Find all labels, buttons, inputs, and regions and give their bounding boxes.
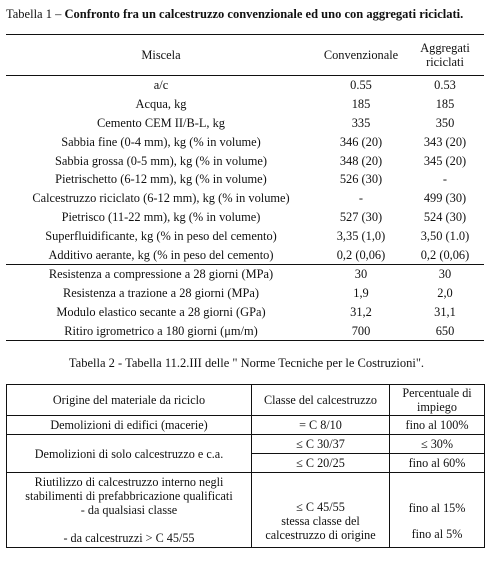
miscela-cell: Resistenza a trazione a 28 giorni (MPa)	[62, 286, 260, 301]
miscela-cell: Cemento CEM II/B-L, kg	[96, 115, 226, 130]
table-row	[6, 284, 484, 303]
origine-line: - da qualsiasi classe	[80, 503, 178, 517]
miscela-cell: Modulo elastico secante a 28 giorni (GPa)	[56, 304, 266, 319]
table-row	[6, 95, 484, 114]
table-row	[6, 170, 484, 189]
convenzionale-cell: 526 (30)	[339, 172, 383, 187]
table-row	[6, 76, 484, 95]
convenzionale-cell: 335	[351, 115, 371, 130]
convenzionale-cell: 348 (20)	[339, 153, 383, 168]
convenzionale-cell: 30	[316, 264, 406, 283]
table1	[6, 34, 484, 341]
miscela-cell: Resistenza a compressione a 28 giorni (MPa)	[6, 264, 316, 283]
header-origine: Origine del materiale da riciclo	[7, 385, 252, 416]
aggregati-cell: 185	[435, 97, 455, 112]
table-row	[7, 435, 485, 454]
table-row	[6, 189, 484, 208]
aggregati-cell: 30	[406, 264, 484, 283]
table2	[6, 384, 485, 548]
miscela-cell: Sabbia fine (0-4 mm), kg (% in volume)	[61, 134, 261, 149]
table1-title	[6, 7, 463, 22]
origine-cell: Demolizioni di solo calcestruzzo e c.a.	[7, 435, 252, 473]
miscela-cell: Calcestruzzo riciclato (6-12 mm), kg (% in volume)	[32, 191, 290, 206]
classe-line: ≤ C 45/55	[296, 500, 345, 514]
classe-cell: ≤ C 20/25	[252, 454, 390, 473]
convenzionale-cell: 346 (20)	[339, 134, 383, 149]
convenzionale-cell: 185	[351, 97, 371, 112]
table-row	[7, 473, 485, 548]
classe-cell: ≤ C 30/37	[252, 435, 390, 454]
table-row	[6, 226, 484, 245]
percentuale-cell: fino al 60%	[390, 454, 485, 473]
header-classe: Classe del calcestruzzo	[252, 385, 390, 416]
percentuale-line: fino al 5%	[411, 527, 463, 541]
aggregati-cell: -	[442, 172, 448, 187]
table1-body	[6, 76, 484, 341]
classe-cell: = C 8/10	[252, 416, 390, 435]
miscela-cell: Ritiro igrometrico a 180 giorni (μm/m)	[6, 321, 316, 340]
aggregati-cell: 0.53	[434, 78, 456, 93]
aggregati-cell: 343 (20)	[423, 134, 467, 149]
table-row	[6, 303, 484, 322]
origine-line: stabilimenti di prefabbricazione qualificati	[25, 489, 233, 503]
table1-title-lead: Tabella 1 –	[6, 7, 62, 21]
aggregati-cell: 3,50 (1.0)	[420, 228, 470, 243]
aggregati-cell: 345 (20)	[423, 153, 467, 168]
percentuale-line: fino al 15%	[408, 501, 466, 515]
table-row	[6, 321, 484, 340]
origine-line: Riutilizzo di calcestruzzo interno negli	[34, 475, 224, 489]
aggregati-cell: 650	[406, 321, 484, 340]
convenzionale-cell: 700	[316, 321, 406, 340]
convenzionale-cell: 3,35 (1,0)	[336, 228, 386, 243]
table2-title: Tabella 2 - Tabella 11.2.III delle " Norme Tecniche per le Costruzioni".	[68, 356, 425, 370]
table1-header-row	[6, 35, 484, 76]
miscela-cell: Pietrisco (11-22 mm), kg (% in volume)	[61, 209, 261, 224]
miscela-cell: Acqua, kg	[135, 97, 187, 112]
table2-header-row	[7, 385, 485, 416]
aggregati-cell: 499 (30)	[423, 191, 467, 206]
classe-line: calcestruzzo di origine	[265, 528, 376, 542]
table-row	[6, 208, 484, 227]
table-row	[6, 114, 484, 133]
aggregati-cell: 0,2 (0,06)	[420, 247, 470, 262]
convenzionale-cell: 31,2	[350, 304, 372, 319]
miscela-cell: Sabbia grossa (0-5 mm), kg (% in volume)	[55, 153, 267, 168]
table-row	[6, 245, 484, 264]
aggregati-cell: 2,0	[437, 286, 453, 301]
header-miscela: Miscela	[6, 35, 316, 76]
origine-line: - da calcestruzzi > C 45/55	[63, 531, 195, 545]
aggregati-cell: 350	[435, 115, 455, 130]
header-convenzionale: Convenzionale	[316, 35, 406, 76]
percentuale-cell: ≤ 30%	[390, 435, 485, 454]
convenzionale-cell: 527 (30)	[339, 209, 383, 224]
origine-cell	[7, 473, 252, 548]
table1-title-desc: Confronto fra un calcestruzzo convenzionale ed uno con aggregati riciclati.	[61, 7, 464, 21]
miscela-cell: Superfluidificante, kg (% in peso del cemento)	[45, 228, 277, 243]
percentuale-cell	[390, 473, 485, 548]
aggregati-cell: 524 (30)	[423, 209, 467, 224]
percentuale-cell: fino al 100%	[390, 416, 485, 435]
aggregati-cell: 31,1	[434, 304, 456, 319]
convenzionale-cell: 0,2 (0,06)	[336, 247, 386, 262]
convenzionale-cell: -	[358, 191, 364, 206]
miscela-cell: Pietrischetto (6-12 mm), kg (% in volume)	[55, 172, 267, 187]
table-row	[6, 151, 484, 170]
miscela-cell: Additivo aerante, kg (% in peso del cemento)	[48, 247, 274, 262]
classe-cell	[252, 473, 390, 548]
miscela-cell: a/c	[153, 78, 169, 93]
table-row	[7, 416, 485, 435]
table-row	[6, 132, 484, 151]
convenzionale-cell: 0.55	[350, 78, 372, 93]
convenzionale-cell: 1,9	[353, 286, 369, 301]
table-row	[6, 264, 484, 283]
header-aggregati-riciclati: Aggregati riciclati	[406, 35, 484, 76]
classe-line: stessa classe del	[281, 514, 360, 528]
origine-cell: Demolizioni di edifici (macerie)	[7, 416, 252, 435]
header-percentuale: Percentuale di impiego	[390, 385, 485, 416]
